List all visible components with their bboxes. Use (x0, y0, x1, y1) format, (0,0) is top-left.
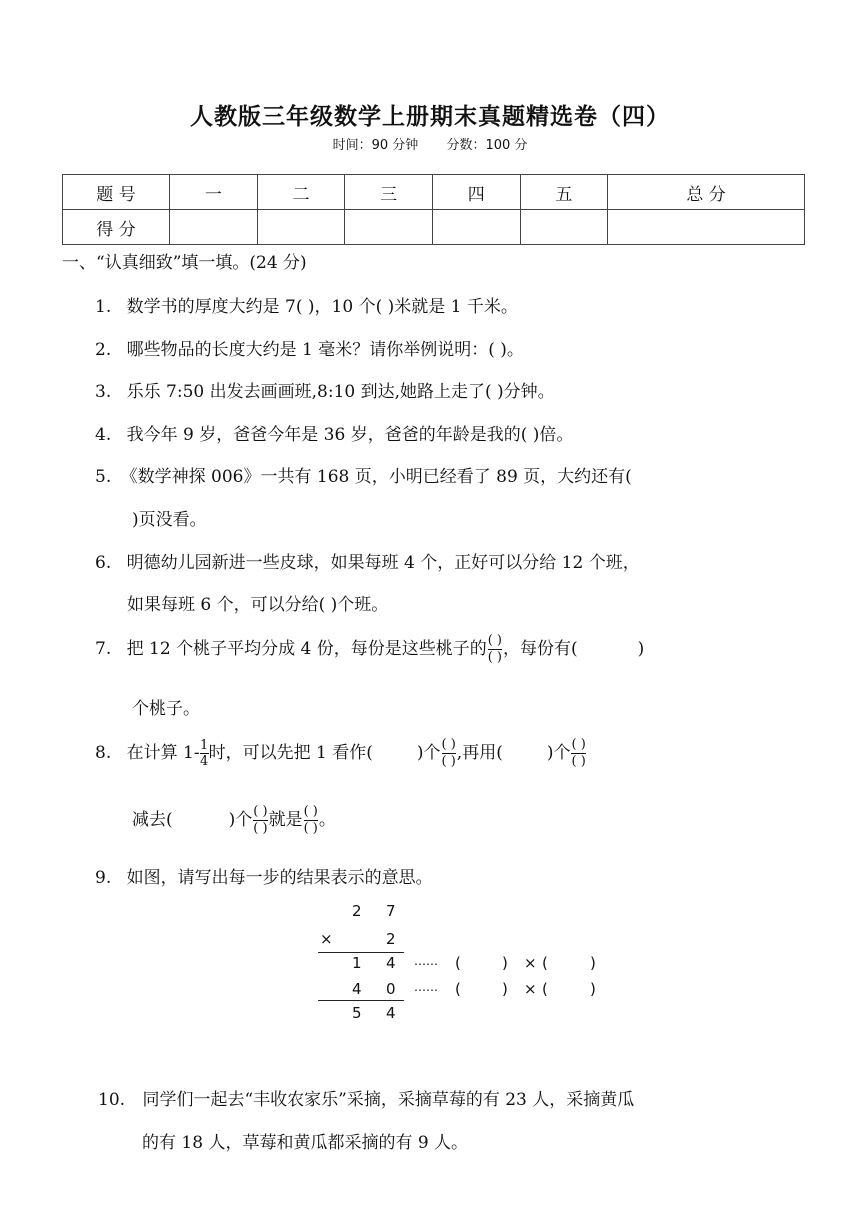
paren-open: ( (455, 980, 461, 998)
question-number: 5. (95, 467, 112, 487)
times-sign: × (524, 980, 537, 998)
question-text: 把 12 个桃子平均分成 4 份，每份是这些桃子的 (126, 639, 487, 659)
calc-digit: 4 (352, 980, 362, 998)
calc-digit: 2 (352, 902, 362, 920)
question-text: 时，可以先把 1 看作( (208, 743, 373, 763)
score-table-header-row (63, 175, 805, 210)
question-text: 就是 (268, 810, 303, 830)
score-cell: 总 分 (608, 175, 805, 210)
fraction-numerator: ( ) (487, 633, 502, 648)
fraction-one-quarter (200, 739, 209, 768)
fraction-blank[interactable] (442, 738, 456, 769)
question-number: 9. (95, 868, 112, 888)
score-table-score-row (63, 210, 805, 245)
question-number: 7. (95, 639, 112, 659)
calc-digit: 4 (386, 1004, 396, 1022)
calc-rule (318, 1000, 404, 1001)
question-text: )个 (416, 743, 441, 763)
calc-digit: 2 (386, 930, 396, 948)
question-text: 我今年 9 岁，爸爸今年是 36 岁，爸爸的年龄是我的( )倍。 (126, 425, 574, 445)
question-9 (95, 863, 433, 888)
question-number: 1. (95, 297, 112, 317)
dots: …… (414, 980, 438, 994)
score-input-cell[interactable] (608, 210, 805, 245)
question-text: 数学书的厚度大约是 7( )，10 个( )米就是 1 千米。 (126, 297, 518, 317)
score-input-cell[interactable] (170, 210, 258, 245)
score-input-cell[interactable] (257, 210, 345, 245)
question-6 (95, 548, 640, 573)
fraction-denominator: ( ) (487, 650, 502, 665)
fraction-denominator: 4 (199, 754, 209, 769)
question-text: 减去( (132, 810, 173, 830)
score-cell: 五 (520, 175, 608, 210)
question-number: 6. (95, 553, 112, 573)
fraction-blank[interactable] (571, 738, 585, 769)
paren-close: ) (590, 980, 596, 998)
question-text: )个 (546, 743, 571, 763)
score-input-cell[interactable] (345, 210, 433, 245)
fraction-denominator: ( ) (571, 754, 586, 769)
question-number: 2. (95, 340, 112, 360)
paren-open: ( (542, 954, 548, 972)
question-text: 。 (318, 810, 336, 830)
score-cell: 三 (345, 175, 433, 210)
calc-digit: 4 (386, 954, 396, 972)
question-7-continued: 个桃子。 (132, 699, 200, 719)
paren-close: ) (502, 980, 508, 998)
question-number: 10. (98, 1090, 126, 1110)
question-text: ) (637, 639, 645, 659)
question-number: 3. (95, 382, 112, 402)
page-title: 人教版三年级数学上册期末真题精选卷（四） (190, 104, 670, 130)
question-7 (95, 634, 644, 665)
question-text: 明德幼儿园新进一些皮球，如果每班 4 个，正好可以分给 12 个班， (126, 553, 640, 573)
question-6-continued: 如果每班 6 个，可以分给( )个班。 (127, 595, 389, 615)
fraction-blank[interactable] (488, 634, 502, 665)
score-input-cell[interactable] (432, 210, 520, 245)
paren-close: ) (502, 954, 508, 972)
calc-digit: 7 (386, 902, 396, 920)
calc-rule (318, 952, 404, 953)
question-3 (95, 377, 555, 402)
score-cell: 题 号 (63, 175, 170, 210)
question-number: 8. (95, 743, 112, 763)
fraction-numerator: ( ) (303, 804, 318, 819)
question-number: 4. (95, 425, 112, 445)
fraction-denominator: ( ) (253, 821, 268, 836)
question-text: ,再用( (456, 743, 503, 763)
times-sign: × (320, 930, 333, 948)
calc-digit: 5 (352, 1004, 362, 1022)
question-text: 《数学神探 006》一共有 168 页，小明已经看了 89 页，大约还有( (120, 467, 632, 487)
score-input-cell[interactable] (520, 210, 608, 245)
fraction-numerator: ( ) (441, 737, 456, 752)
fraction-blank[interactable] (253, 805, 267, 836)
calc-digit: 1 (352, 954, 362, 972)
question-2 (95, 335, 524, 360)
question-10-continued: 的有 18 人，草莓和黄瓜都采摘的有 9 人。 (142, 1133, 469, 1153)
fraction-numerator: ( ) (571, 737, 586, 752)
fraction-numerator: 1 (199, 738, 209, 753)
times-sign: × (524, 954, 537, 972)
question-text: )个 (228, 810, 253, 830)
question-8-continued (132, 805, 336, 836)
question-4 (95, 420, 573, 445)
paren-open: ( (455, 954, 461, 972)
question-text: 如图，请写出每一步的结果表示的意思。 (126, 868, 433, 888)
exam-time: 时间：90 分钟 (332, 138, 419, 153)
question-5 (95, 462, 632, 487)
exam-info (0, 134, 860, 153)
fraction-numerator: ( ) (253, 804, 268, 819)
score-cell: 一 (170, 175, 258, 210)
exam-score: 分数：100 分 (446, 138, 528, 153)
paren-close: ) (590, 954, 596, 972)
score-table (62, 174, 805, 245)
fraction-blank[interactable] (304, 805, 318, 836)
fraction-denominator: ( ) (441, 754, 456, 769)
question-5-continued: )页没看。 (132, 510, 207, 530)
paren-open: ( (542, 980, 548, 998)
score-cell: 四 (432, 175, 520, 210)
dots: …… (414, 954, 438, 968)
calc-digit: 0 (386, 980, 396, 998)
question-text: 同学们一起去“丰收农家乐”采摘，采摘草莓的有 23 人，采摘黄瓜 (142, 1090, 635, 1110)
question-text: 在计算 1- (126, 743, 200, 763)
question-8 (95, 738, 587, 769)
question-1 (95, 292, 518, 317)
question-text: ，每份有( (502, 639, 578, 659)
question-text: 乐乐 7:50 出发去画画班,8:10 到达,她路上走了( )分钟。 (126, 382, 555, 402)
question-text: 哪些物品的长度大约是 1 毫米？请你举例说明：( )。 (126, 340, 524, 360)
score-row-label: 得 分 (63, 210, 170, 245)
score-cell: 二 (257, 175, 345, 210)
fraction-denominator: ( ) (303, 821, 318, 836)
vertical-multiplication-figure (312, 900, 632, 1030)
question-10 (98, 1085, 634, 1110)
section-heading: 一、“认真细致”填一填。(24 分) (62, 253, 307, 273)
